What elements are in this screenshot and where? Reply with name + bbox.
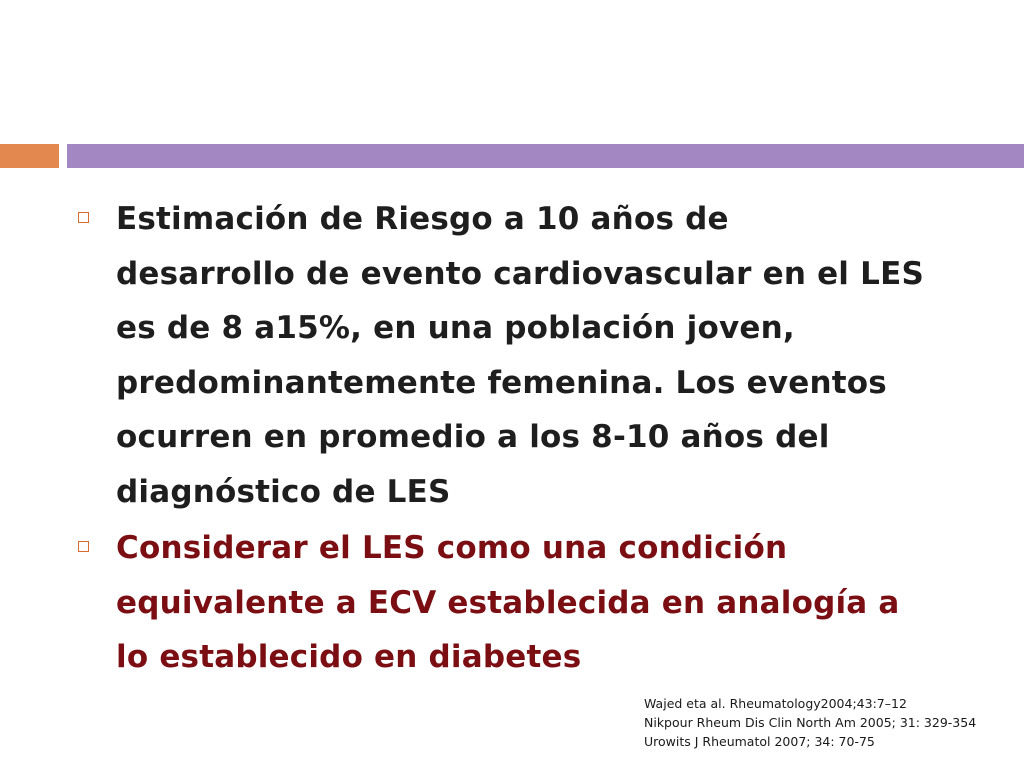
bullet-list [78,192,990,685]
reference-line: Nikpour Rheum Dis Clin North Am 2005; 31: 329-354 [644,715,977,730]
bullet-text: Considerar el LES como una condición equivalente a ECV establecida en analogía a lo establecido en diabetes [116,530,900,675]
references [644,694,976,751]
reference-line: Urowits J Rheumatol 2007; 34: 70-75 [644,734,875,749]
hollow-square-bullet-icon [78,541,89,552]
bullet-item [78,521,990,685]
bullet-item [78,192,990,519]
header-accent-bar [0,144,59,168]
bullet-text: Estimación de Riesgo a 10 años de desarrollo de evento cardiovascular en el LES es de 8 a15%, en una población joven, predominantemente femenina. Los eventos ocurren en promedio a los 8-10 años del diagnóstico de LES [116,201,924,510]
reference-line: Wajed eta al. Rheumatology2004;43:7–12 [644,696,907,711]
header-title-bar [67,144,1024,168]
hollow-square-bullet-icon [78,212,89,223]
